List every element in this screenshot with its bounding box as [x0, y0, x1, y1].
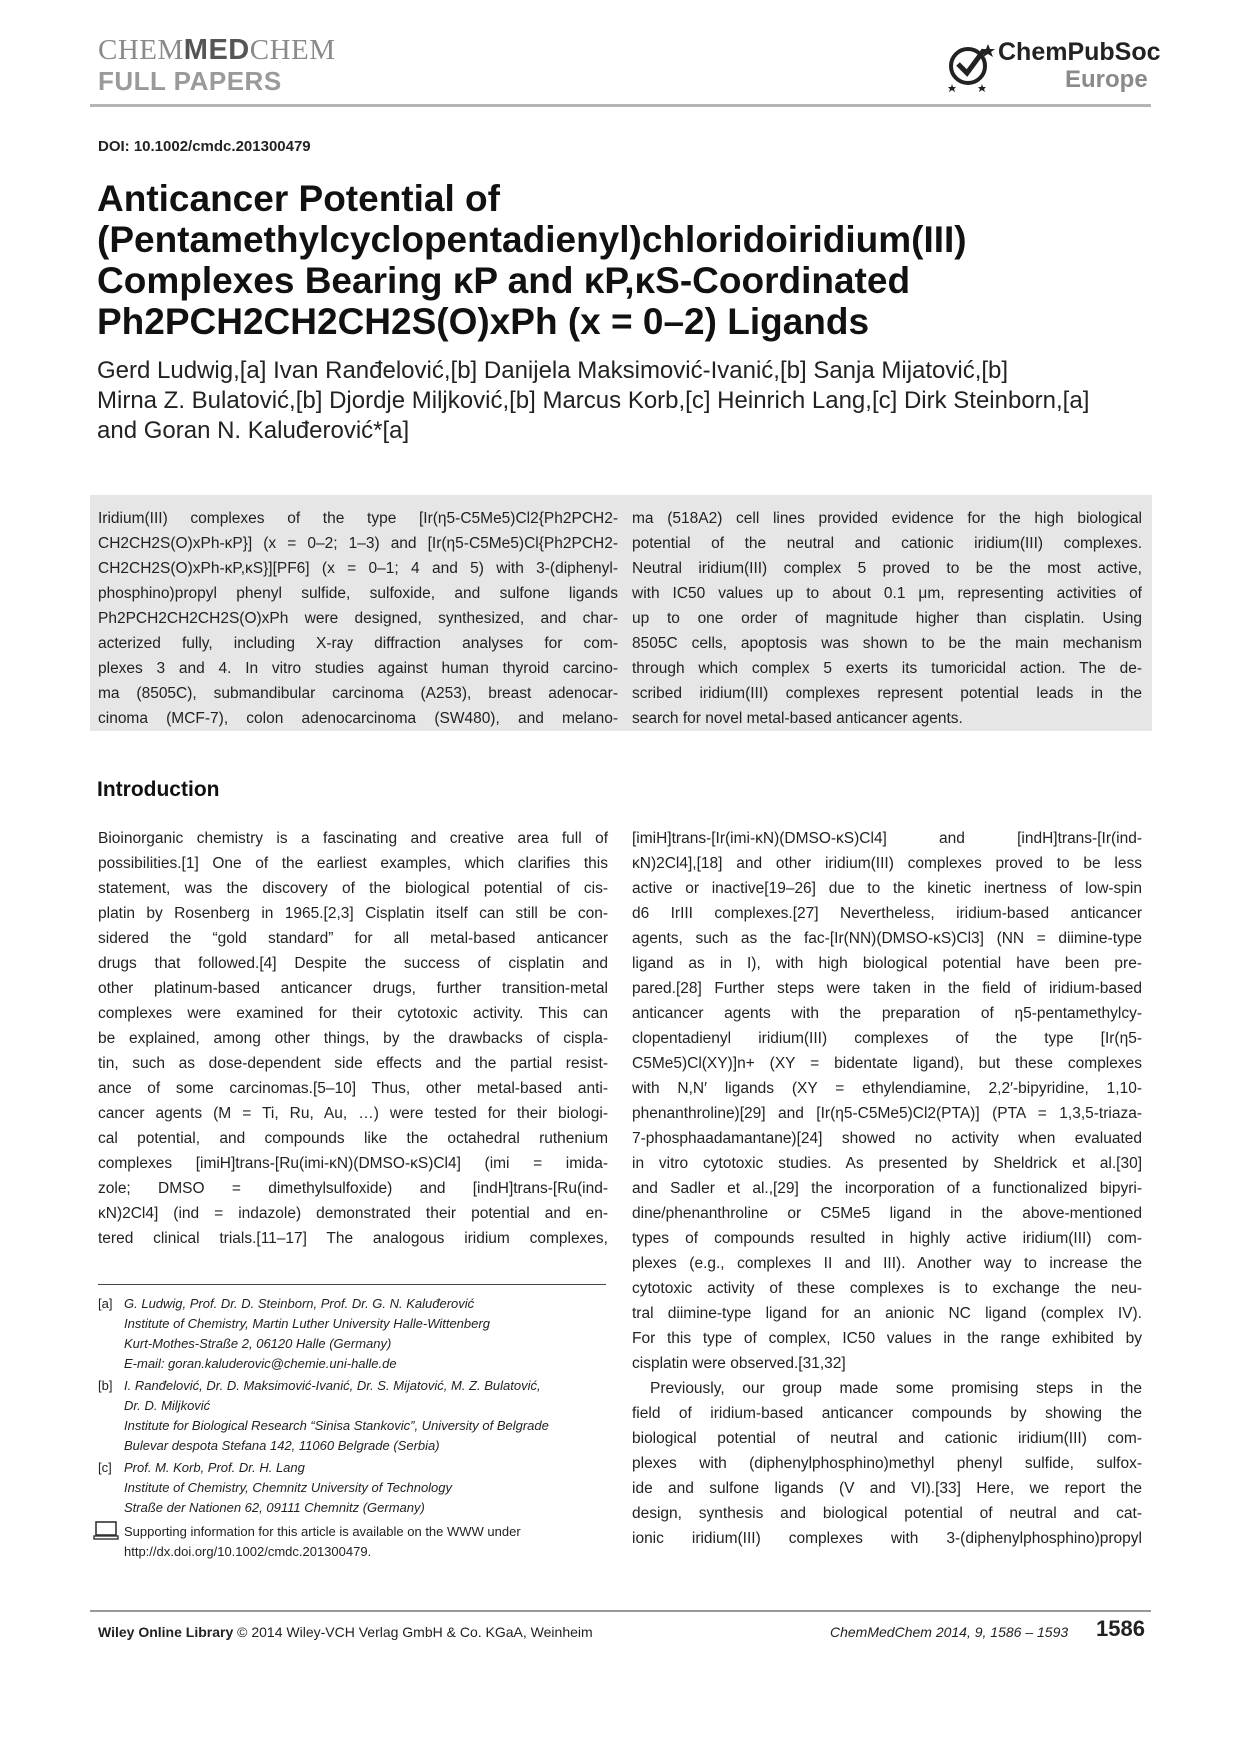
- body-line: ide and sulfone ligands (V and VI).[33] Here, we report the: [632, 1480, 1142, 1497]
- abstract-left-column: [98, 506, 618, 731]
- page-number: 1586: [1096, 1616, 1145, 1641]
- body-line: statement, was the discovery of the biological potential of cis-: [98, 880, 608, 897]
- body-line: active or inactive[19–26] due to the kinetic inertness of low-spin: [632, 880, 1142, 897]
- section-heading: Introduction: [97, 778, 220, 801]
- body-line: clopentadienyl iridium(III) complexes of the type [Ir(η5-: [632, 1030, 1142, 1047]
- abstract-line: with IC50 values up to about 0.1 μm, representing activities of: [632, 585, 1142, 602]
- abstract-line: Iridium(III) complexes of the type [Ir(η5-C5Me5)Cl2{Ph2PCH2-: [98, 510, 618, 527]
- body-line: platin by Rosenberg in 1965.[2,3] Cisplatin itself can still be con-: [98, 905, 608, 922]
- article-title: [97, 178, 1157, 342]
- body-line: d6 IrIII complexes.[27] Nevertheless, iridium-based anticancer: [632, 905, 1142, 922]
- abstract-line: 8505C cells, apoptosis was shown to be the main mechanism: [632, 635, 1142, 652]
- body-line: field of iridium-based anticancer compounds by showing the: [632, 1405, 1142, 1422]
- affiliation-line: Straße der Nationen 62, 09111 Chemnitz (Germany): [124, 1500, 425, 1515]
- supporting-info-link[interactable]: http://dx.doi.org/10.1002/cmdc.201300479.: [124, 1544, 372, 1559]
- body-line: cancer agents (M = Ti, Ru, Au, …) were tested for their biologi-: [98, 1105, 608, 1122]
- body-line: cisplatin were observed.[31,32]: [632, 1355, 846, 1372]
- body-line: plexes (e.g., complexes II and III). Another way to increase the: [632, 1255, 1142, 1272]
- affiliation-line: G. Ludwig, Prof. Dr. D. Steinborn, Prof. Dr. G. N. Kaluđerović: [124, 1296, 475, 1311]
- body-line: anticancer agents with the preparation of η5-pentamethylcy-: [632, 1005, 1142, 1022]
- header-divider: [90, 104, 1151, 107]
- affiliation-tag: [c]: [98, 1460, 112, 1475]
- abstract-line: phosphino)propyl phenyl sulfide, sulfoxide, and sulfone ligands: [98, 585, 618, 602]
- title-line: (Pentamethylcyclopentadienyl)chloridoiridium(III): [97, 219, 967, 260]
- body-line: other platinum-based anticancer drugs, further transition-metal: [98, 980, 608, 997]
- author-line: Gerd Ludwig,[a] Ivan Ranđelović,[b] Danijela Maksimović-Ivanić,[b] Sanja Mijatović,[b]: [97, 357, 1009, 384]
- body-line: plexes with (diphenylphosphino)methyl phenyl sulfide, sulfox-: [632, 1455, 1142, 1472]
- body-line: design, synthesis and biological potential of neutral and cat-: [632, 1505, 1142, 1522]
- affiliation-line: Institute of Chemistry, Chemnitz University of Technology: [124, 1480, 453, 1495]
- body-line: dine/phenanthroline or C5Me5 ligand in the above-mentioned: [632, 1205, 1142, 1222]
- journal-name: CHEMMEDCHEM: [98, 34, 336, 66]
- body-line: pared.[28] Further steps were taken in the field of iridium-based: [632, 980, 1142, 997]
- body-left-column: [98, 826, 608, 1251]
- abstract-line: potential of the neutral and cationic iridium(III) complexes.: [632, 535, 1142, 552]
- body-line: sidered the “gold standard” for all metal-based anticancer: [98, 930, 608, 947]
- abstract-line: up to one order of magnitude higher than cisplatin. Using: [632, 610, 1142, 627]
- body-line: phenanthroline)[29] and [Ir(η5-C5Me5)Cl2(PTA)] (PTA = 1,3,5-triaza-: [632, 1105, 1142, 1122]
- email-link[interactable]: E-mail: goran.kaluderovic@chemie.uni-halle.de: [124, 1356, 397, 1371]
- body-line: types of compounds resulted in highly active iridium(III) com-: [632, 1230, 1142, 1247]
- abstract-line: ma (8505C), submandibular carcinoma (A253), breast adenocar-: [98, 685, 618, 702]
- abstract-line: plexes 3 and 4. In vitro studies against human thyroid carcino-: [98, 660, 618, 677]
- abstract-line: acterized fully, including X-ray diffraction analyses for com-: [98, 635, 618, 652]
- footer-divider: [90, 1610, 1151, 1612]
- copyright-text: © 2014 Wiley-VCH Verlag GmbH & Co. KGaA, Weinheim: [237, 1624, 593, 1640]
- abstract-line: cinoma (MCF-7), colon adenocarcinoma (SW480), and melano-: [98, 710, 618, 727]
- body-line: tered clinical trials.[11–17] The analogous iridium complexes,: [98, 1230, 608, 1247]
- body-line: tin, such as dose-dependent side effects and the partial resist-: [98, 1055, 608, 1072]
- body-line: zole; DMSO = dimethylsulfoxide) and [indH]trans-[Ru(ind-: [98, 1180, 608, 1197]
- affiliation-line: Bulevar despota Stefana 142, 11060 Belgrade (Serbia): [124, 1438, 440, 1453]
- body-line: C5Me5)Cl(XY)]n+ (XY = bidentate ligand), but these complexes: [632, 1055, 1142, 1072]
- title-line: Complexes Bearing κP and κP,κS-Coordinated: [97, 260, 911, 301]
- abstract-line: CH2CH2S(O)xPh-κP}] (x = 0–2; 1–3) and [Ir(η5-C5Me5)Cl{Ph2PCH2-: [98, 535, 618, 552]
- abstract-right-column: [632, 506, 1142, 731]
- author-line: and Goran N. Kaluđerović*[a]: [97, 417, 410, 444]
- body-line: κN)2Cl4],[18] and other iridium(III) complexes proved to be less: [632, 855, 1142, 872]
- body-line: biological potential of neutral and cationic iridium(III) com-: [632, 1430, 1142, 1447]
- abstract-line: scribed iridium(III) complexes represent potential leads in the: [632, 685, 1142, 702]
- abstract-line: Neutral iridium(III) complex 5 proved to be the most active,: [632, 560, 1142, 577]
- affiliation-line: Institute of Chemistry, Martin Luther University Halle-Wittenberg: [124, 1316, 490, 1331]
- body-line: cal potential, and compounds like the octahedral ruthenium: [98, 1130, 608, 1147]
- body-line: ionic iridium(III) complexes with 3-(diphenylphosphino)propyl: [632, 1530, 1142, 1547]
- author-line: Mirna Z. Bulatović,[b] Djordje Miljković,[b] Marcus Korb,[c] Heinrich Lang,[c] Dirk Steinborn,[a]: [97, 387, 1090, 414]
- body-line: be explained, among other things, by the drawbacks of cispla-: [98, 1030, 608, 1047]
- abstract-line: search for novel metal-based anticancer agents.: [632, 710, 963, 727]
- publisher-name: ChemPubSoc: [998, 38, 1161, 66]
- abstract-line: Ph2PCH2CH2CH2S(O)xPh were designed, synthesized, and char-: [98, 610, 618, 627]
- affiliation-line: Prof. M. Korb, Prof. Dr. H. Lang: [124, 1460, 305, 1475]
- affiliation-tag: [b]: [98, 1378, 113, 1393]
- body-line: cytotoxic activity of these complexes is to exchange the neu-: [632, 1280, 1142, 1297]
- abstract-line: through which complex 5 exerts its tumoricidal action. The de-: [632, 660, 1142, 677]
- body-line: Previously, our group made some promising steps in the: [650, 1380, 1142, 1397]
- doi[interactable]: DOI: 10.1002/cmdc.201300479: [98, 138, 311, 155]
- body-line: complexes were examined for their cytotoxic activity. This can: [98, 1005, 608, 1022]
- supporting-info-line: Supporting information for this article is available on the WWW under: [124, 1524, 521, 1539]
- affiliation-tag: [a]: [98, 1296, 113, 1311]
- body-line: ance of some carcinomas.[5–10] Thus, other metal-based anti-: [98, 1080, 608, 1097]
- body-right-column: [632, 826, 1142, 1551]
- publisher-region: Europe: [1065, 66, 1148, 93]
- footnote-divider: [98, 1284, 606, 1285]
- body-line: with N,N′ ligands (XY = ethylendiamine, 2,2′-bipyridine, 1,10-: [632, 1080, 1142, 1097]
- body-line: Bioinorganic chemistry is a fascinating and creative area full of: [98, 830, 608, 847]
- affiliation-line: I. Ranđelović, Dr. D. Maksimović-Ivanić, Dr. S. Mijatović, M. Z. Bulatović,: [124, 1378, 541, 1393]
- abstract-line: CH2CH2S(O)xPh-κP,κS}][PF6] (x = 0–1; 4 and 5) with 3-(diphenyl-: [98, 560, 618, 577]
- affiliation-line: Dr. D. Miljković: [124, 1398, 211, 1413]
- body-line: [imiH]trans-[Ir(imi-κN)(DMSO-κS)Cl4] and [indH]trans-[Ir(ind-: [632, 830, 1142, 847]
- affiliation-line: Kurt-Mothes-Straße 2, 06120 Halle (Germany): [124, 1336, 392, 1351]
- body-line: tral diimine-type ligand for an anionic NC ligand (complex IV).: [632, 1305, 1142, 1322]
- body-line: possibilities.[1] One of the earliest examples, which clarifies this: [98, 855, 608, 872]
- body-line: in vitro cytotoxic studies. As presented by Sheldrick et al.[30]: [632, 1155, 1142, 1172]
- body-line: ligand as in I), with high biological potential have been pre-: [632, 955, 1142, 972]
- body-line: drugs that followed.[4] Despite the success of cisplatin and: [98, 955, 608, 972]
- body-line: 7-phosphaadamantane)[24] showed no activity when evaluated: [632, 1130, 1142, 1147]
- body-line: For this type of complex, IC50 values in the range exhibited by: [632, 1330, 1142, 1347]
- abstract-line: ma (518A2) cell lines provided evidence for the high biological: [632, 510, 1142, 527]
- author-list: [97, 356, 1157, 446]
- footer-copyright: [98, 1624, 593, 1640]
- computer-icon: [93, 1521, 119, 1541]
- title-line: Anticancer Potential of: [97, 178, 500, 219]
- affiliation-line: Institute for Biological Research “Sinisa Stankovic”, University of Belgrade: [124, 1418, 549, 1433]
- wiley-online-library-link[interactable]: Wiley Online Library: [98, 1624, 234, 1640]
- body-line: complexes [imiH]trans-[Ru(imi-κN)(DMSO-κS)Cl4] (imi = imida-: [98, 1155, 608, 1172]
- body-line: agents, such as the fac-[Ir(NN)(DMSO-κS)Cl3] (NN = diimine-type: [632, 930, 1142, 947]
- section-label: FULL PAPERS: [98, 66, 282, 96]
- title-line: Ph2PCH2CH2CH2S(O)xPh (x = 0–2) Ligands: [97, 301, 870, 342]
- body-line: and Sadler et al.,[29] the incorporation of a functionalized bipyri-: [632, 1180, 1142, 1197]
- body-line: κN)2Cl4] (ind = indazole) demonstrated their potential and en-: [98, 1205, 608, 1222]
- footer-citation: ChemMedChem 2014, 9, 1586 – 1593: [830, 1624, 1069, 1640]
